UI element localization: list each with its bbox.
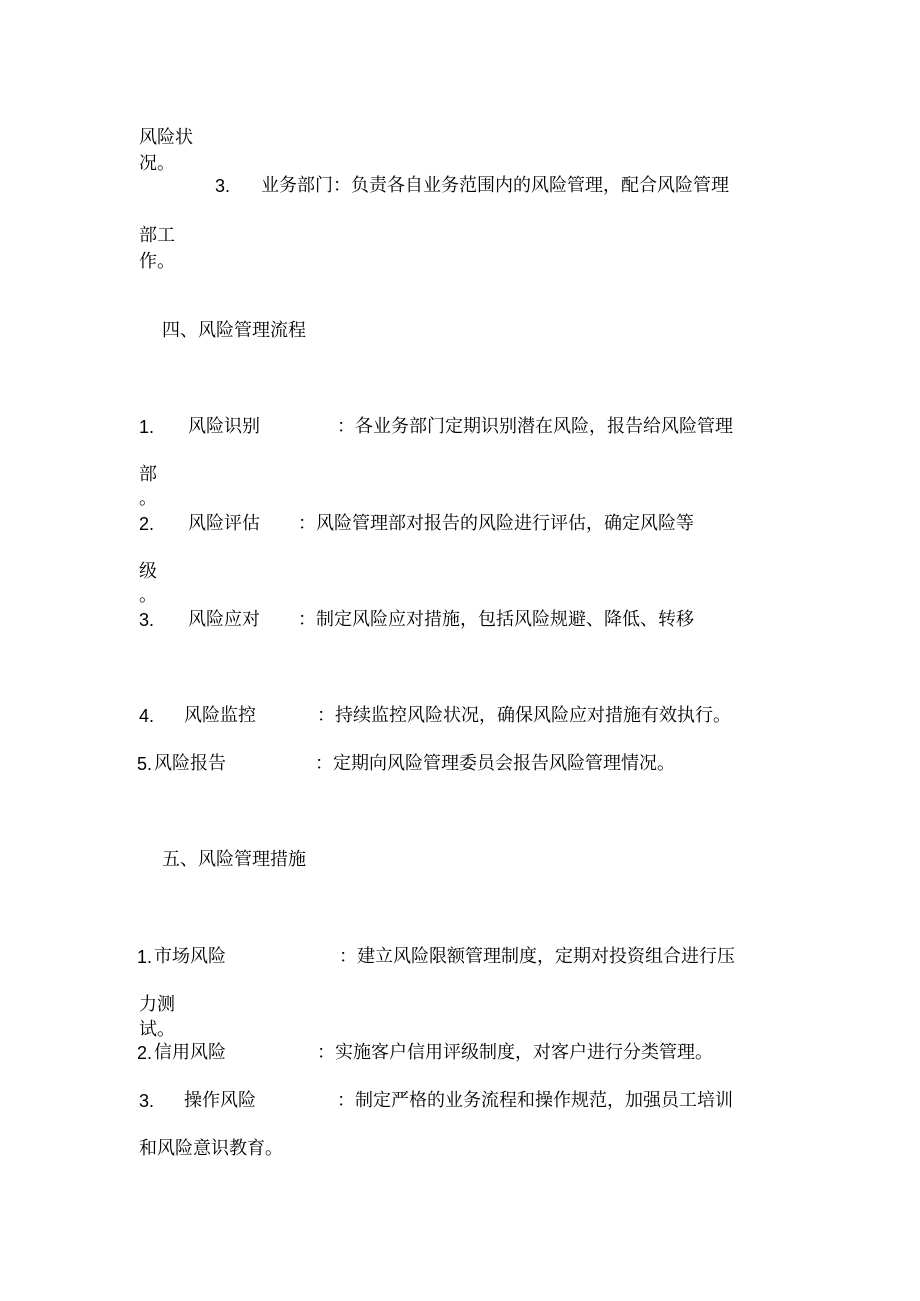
list-item-label: 风险识别	[188, 416, 260, 437]
wrapped-text-line: 和风险意识教育。	[139, 1138, 283, 1159]
list-item-desc: ：各业务部门定期识别潜在风险，报告给风险管理	[337, 416, 733, 437]
list-item-desc: ：制定风险应对措施，包括风险规避、降低、转移	[298, 609, 694, 630]
list-item-desc: ：定期向风险管理委员会报告风险管理情况。	[315, 753, 675, 774]
section-heading: 五、风险管理措施	[162, 849, 306, 870]
list-item-desc: ：制定严格的业务流程和操作规范，加强员工培训	[337, 1090, 733, 1111]
list-item-label: 风险评估	[188, 513, 260, 534]
list-item-number: 2.	[139, 514, 155, 534]
continued-text-line: 况。	[139, 153, 175, 174]
list-item-label: 操作风险	[184, 1090, 256, 1111]
list-item-label: 风险报告	[154, 753, 226, 774]
list-item-number: 4.	[139, 706, 155, 726]
list-item-number: 3.	[139, 610, 155, 630]
wrapped-text-line: 部	[139, 464, 157, 485]
list-item-label: 信用风险	[154, 1042, 226, 1063]
list-item-label: 风险应对	[188, 609, 260, 630]
list-item-number: 3.	[215, 176, 231, 196]
continued-text-line: 风险状	[139, 127, 193, 148]
section-heading: 四、风险管理流程	[162, 320, 306, 341]
wrapped-text-line: 。	[139, 488, 157, 509]
wrapped-text-line: 部工	[139, 225, 175, 246]
list-item-number: 3.	[139, 1091, 155, 1111]
list-item-text: 业务部门：负责各自业务范围内的风险管理，配合风险管理	[261, 175, 729, 196]
wrapped-text-line: 作。	[139, 251, 175, 272]
list-item-label: 风险监控	[184, 705, 256, 726]
list-item-number: 1.	[137, 947, 153, 967]
list-item-desc: ：建立风险限额管理制度，定期对投资组合进行压	[339, 946, 735, 967]
list-item-desc: ：实施客户信用评级制度，对客户进行分类管理。	[317, 1042, 713, 1063]
list-item-desc: ：风险管理部对报告的风险进行评估，确定风险等	[298, 513, 694, 534]
list-item-number: 2.	[137, 1043, 153, 1063]
wrapped-text-line: 。	[139, 585, 157, 606]
list-item-number: 1.	[139, 417, 155, 437]
wrapped-text-line: 试。	[139, 1019, 175, 1040]
wrapped-text-line: 级	[139, 561, 157, 582]
list-item-label: 市场风险	[154, 946, 226, 967]
list-item-desc: ：持续监控风险状况，确保风险应对措施有效执行。	[317, 705, 731, 726]
wrapped-text-line: 力测	[139, 994, 175, 1015]
list-item-number: 5.	[137, 754, 153, 774]
